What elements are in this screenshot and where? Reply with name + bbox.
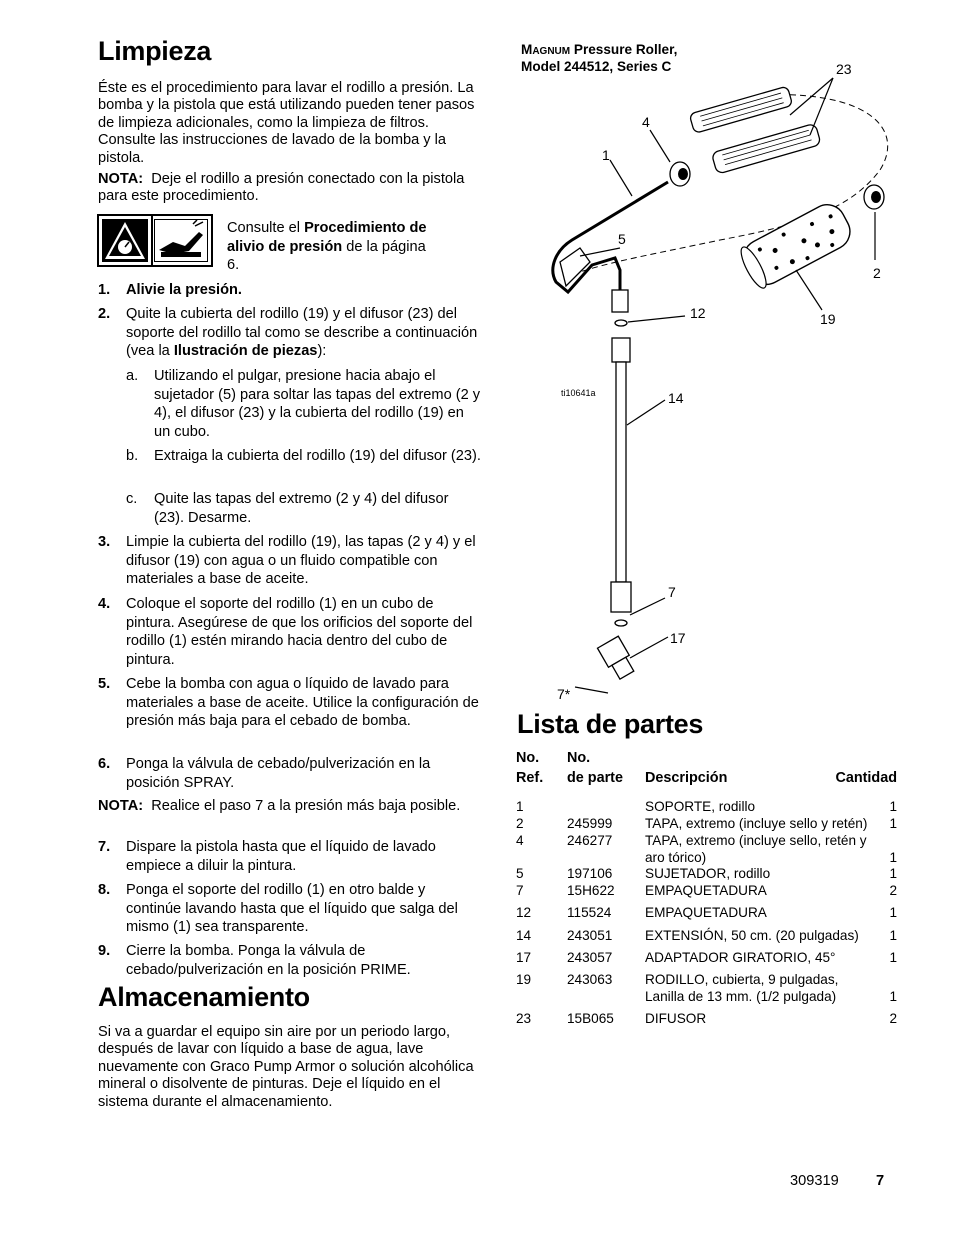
callout-7-star: 7* — [557, 686, 571, 702]
nota-1-text: Deje el rodillo a presión conectado con la pistola para este procedimiento. — [98, 171, 465, 205]
step-9 — [98, 942, 482, 979]
step-number: 3. — [98, 534, 111, 550]
header-qty: Cantidad — [835, 770, 897, 786]
step-number: 7. — [98, 839, 111, 855]
almacenamiento-text: Si va a guardar el equipo sin aire por un periodo largo, después de lavar con líquido a base de agua, lave nuevamente con Graco Pump Armor o solución alcohólica mineral o disolvente de pinturas. Deje el líquido en el sistema durante el almacenamiento. — [98, 1024, 474, 1110]
substep-letter: a. — [126, 368, 139, 384]
substep-text: Quite las tapas del extremo (2 y 4) del difusor (23). Desarme. — [154, 491, 449, 526]
step-text: Dispare la pistola hasta que el líquido de lavado empiece a diluir la pintura. — [126, 839, 436, 874]
step-text: Coloque el soporte del rodillo (1) en un cubo de pintura. Asegúrese de que los orificios del soporte del rodillo (1) estén mirando hacia dentro del cubo de pintura. — [126, 596, 473, 668]
step-5 — [98, 675, 482, 731]
limpieza-intro: Éste es el procedimiento para lavar el rodillo a presión. La bomba y la pistola que está utilizando pueden tener pasos de limpieza adicionales, como la limpieza de filtros. Consulte las instrucciones de lavado de la bomba y la pistola. — [98, 80, 475, 166]
roller-frame-clip — [560, 248, 590, 286]
warning-bold: Procedimiento de alivio de presión — [227, 220, 427, 255]
swivel-adapter — [597, 636, 637, 681]
gasket-12 — [615, 320, 627, 326]
end-cap-2 — [864, 185, 884, 209]
diffuser-lower — [711, 123, 821, 174]
warning-text — [227, 219, 427, 275]
frame-fitting — [612, 290, 628, 312]
warning-suffix: de la página 6. — [227, 238, 426, 274]
step-1 — [98, 281, 482, 300]
step-number: 1. — [98, 282, 111, 298]
page-number: 7 — [876, 1173, 885, 1189]
substep-letter: b. — [126, 448, 139, 464]
substep-text: Utilizando el pulgar, presione hacia abajo el sujetador (5) para soltar las tapas del extremo (2 y 4), el difusor (23) y la cubierta del rodillo (19) en un cubo. — [154, 368, 481, 440]
callout-5: 5 — [618, 231, 626, 247]
callout-23: 23 — [836, 61, 852, 77]
step-text: Ponga la válvula de cebado/pulverización en la posición SPRAY. — [126, 756, 431, 791]
step-3 — [98, 533, 482, 589]
warning-symbols — [97, 214, 213, 267]
document-number: 309319 — [790, 1173, 839, 1189]
parts-heading: Lista de partes — [517, 709, 704, 739]
warning-prefix: Consulte el — [227, 220, 301, 236]
callout-19: 19 — [820, 311, 836, 327]
gasket-7 — [615, 620, 627, 626]
limpieza-heading: Limpieza — [98, 36, 212, 66]
callout-1: 1 — [602, 147, 610, 163]
substep-text: Extraiga la cubierta del rodillo (19) del difusor (23). — [154, 448, 481, 464]
spray-gun-injection-icon — [154, 219, 208, 262]
extension-bottom-fitting — [611, 582, 631, 612]
step-4 — [98, 595, 482, 669]
callout-2: 2 — [873, 265, 881, 281]
step-number: 9. — [98, 943, 111, 959]
step-8 — [98, 881, 482, 937]
end-cap-4 — [670, 162, 690, 186]
nota-2-label: NOTA: — [98, 798, 144, 814]
figure-title-line1: Magnum Pressure Roller, — [521, 42, 678, 57]
step-text: Cierre la bomba. Ponga la válvula de cebado/pulverización en la posición PRIME. — [126, 943, 411, 978]
nota-1 — [98, 171, 482, 206]
header-part: No. de parte — [567, 750, 623, 786]
step-text: Cebe la bomba con agua o líquido de lavado para materiales a base de aceite. Utilice la configuración de presión más baja para el cebado de bomba. — [126, 676, 479, 730]
step-number: 2. — [98, 306, 111, 322]
step-number: 6. — [98, 756, 111, 772]
warning-divider — [151, 216, 153, 265]
callout-4: 4 — [642, 114, 650, 130]
nota-2-text: Realice el paso 7 a la presión más baja posible. — [151, 798, 461, 814]
roller-cover — [737, 198, 857, 291]
substep-c — [126, 490, 482, 527]
step-text: Limpie la cubierta del rodillo (19), las tapas (2 y 4) y el difusor (19) con agua o un fluido compatible con materiales a base de aceite. — [126, 534, 476, 588]
step-number: 5. — [98, 676, 111, 692]
substep-letter: c. — [126, 491, 138, 507]
callout-14: 14 — [668, 390, 684, 406]
header-desc: Descripción — [645, 770, 728, 786]
step-text: Alivie la presión. — [126, 282, 242, 298]
diffuser-upper — [689, 86, 793, 133]
substep-b — [126, 447, 482, 466]
callout-17: 17 — [670, 630, 686, 646]
parts-illustration — [520, 60, 910, 710]
callout-12: 12 — [690, 305, 706, 321]
step-7 — [98, 838, 482, 875]
extension-top-fitting — [612, 338, 630, 362]
almacenamiento-heading: Almacenamiento — [98, 982, 310, 1012]
figure-title-line2: Model 244512, Series C — [521, 59, 672, 74]
image-id: ti10641a — [561, 388, 596, 398]
step-2 — [98, 305, 482, 361]
step-number: 4. — [98, 596, 111, 612]
step-6 — [98, 755, 482, 792]
callout-7: 7 — [668, 584, 676, 600]
step-text: Ponga el soporte del rodillo (1) en otro balde y continúe lavando hasta que el líquido que salga del mismo (1) sea transparente. — [126, 882, 458, 936]
extension-tube — [616, 362, 626, 582]
nota-1-label: NOTA: — [98, 171, 144, 187]
step-text: Quite la cubierta del rodillo (19) y el difusor (23) del soporte del rodillo tal como se describe a continuación (vea la Ilustración de piezas): — [126, 306, 478, 360]
pressure-gauge-icon — [102, 219, 148, 262]
header-ref: No. Ref. — [516, 750, 544, 786]
step-number: 8. — [98, 882, 111, 898]
substep-a — [126, 367, 482, 441]
nota-2 — [98, 798, 482, 815]
